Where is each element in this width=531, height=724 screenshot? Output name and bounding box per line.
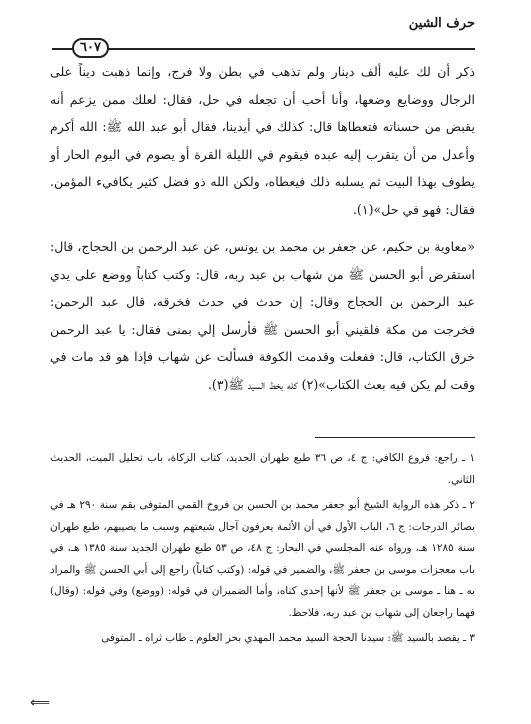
paragraph: ذكر أن لك عليه ألف دينار ولم تذهب في بطن ولا فرج، وإنما ذهبت ديناً على الرجال ووضايع وضعها، وأنا أحب أن تجعله في حل، فقال: لعلك ممن يزعم أنه يقبض من حسناته فتعطاها قال: كذلك في أيدينا، فقال أبو عبد الله ﷺ: الله أكرم وأعدل من أن يتقرب إليه عبده فيقوم في الليلة القرة أو يصوم في اليوم الحار أو يطوف بهذا البيت ثم يسلبه ذلك فيعطاه، ولكن الله ذو فضل كثير يكافيء المؤمن. فقال: فهو في حل»(١). bbox=[50, 64, 475, 217]
page-number: ٦٠٧ bbox=[72, 38, 109, 58]
main-text bbox=[50, 58, 475, 398]
footnote: ٢ ـ ذكر هذه الرواية الشيخ أبو جعفر محمد بن الحسن بن فروخ القمي المتوفى بقم سنة ٢٩٠ هـ في بصائر الدرجات: ج ٦، الباب الأول في أن الأئمة يعرفون آجال شيعتهم وسبب ما يصيبهم، طبع طهران سنة ١٢٨٥ هـ، ورواه عنه المجلسي في البحار: ج ٤٨، ص ٥٣ طبع طهران الجديد سنة ١٣٨٥ هـ، في باب معجزات موسى بن جعفر ﷺ، والضمير في قوله: (وكتب كتاباً) راجع إلى أبي الحسن ﷺ والمراد به ـ هنا ـ موسى بن جعفر ﷺ لأنها إحدى كناه، وأما الضميران في قوله: (ووضع) وفي قوله: (وقال) فهما راجعان إلى شهاب بن عبد ربه، فلاحظ. bbox=[50, 499, 475, 619]
paragraph: «معاوية بن حكيم، عن جعفر بن محمد بن يونس، عن عبد الرحمن بن الحجاج، قال: استقرض أبو الحسن ﷺ من شهاب بن عبد ربه، قال: وكتب كتاباً ووضع على يدي عبد الرحمن بن الحجاج وقال: إن حدث في حدث فخرقه، قال عبد الرحمن: فخرجت من مكة فلقيني أبو الحسن ﷺ فأرسل إلي بمنى فقال: يا عبد الرحمن خرق الكتاب، قال: ففعلت وقدمت الكوفة فسألت عن شهاب فإذا هو قد مات في وقت لم يكن فيه بعث الكتاب»(٢) كله بخط السيد ﷺ(٣). bbox=[50, 239, 475, 392]
header-rule bbox=[52, 48, 475, 50]
footnote: ٣ ـ يقصد بالسيد ﷺ: سيدنا الحجة السيد محمد المهدي بحر العلوم ـ طاب ثراه ـ المتوفى bbox=[101, 632, 475, 644]
continue-arrow-icon: ⟸ bbox=[30, 695, 51, 711]
page-header bbox=[52, 10, 475, 55]
footnote-separator bbox=[315, 437, 475, 438]
footnote: ١ ـ راجع: فروع الكافي: ج ٤، ص ٣٦ طبع طهران الجديد، كتاب الزكاة، باب تحليل الميت، الحديث الثاني. bbox=[50, 452, 475, 486]
footnotes bbox=[50, 448, 475, 654]
running-title: حرف الشين bbox=[408, 16, 475, 31]
